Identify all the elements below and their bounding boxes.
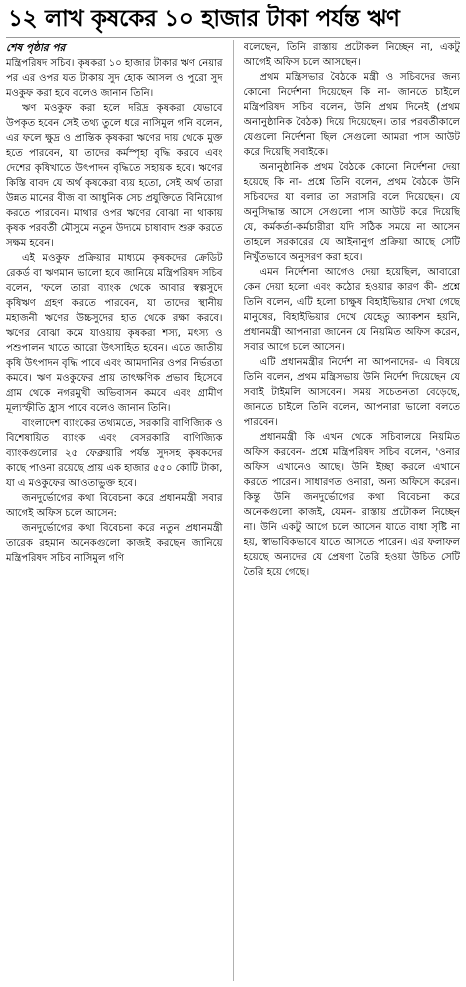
paragraph: মন্ত্রিপরিষদ সচিব। কৃষকরা ১০ হাজার টাকার ঋণ নেয়ার পর এর ওপর যত টাকায় সুদ হোক আসল ও পুরো সুদ মওকুফ করা হবে বলেও জানান তিনি। [6,58,223,99]
paragraph: বাংলাদেশ ব্যাংকের তথ্যমতে, সরকারি বাণিজ্যিক ও বিশেষায়িত ব্যাংক এবং বেসরকারি বাণিজ্যিক ব্যাংকগুলোর ২৫ ফেব্রুয়ারি পর্যন্ত সুদসহ কৃষকদের কাছে পাওনা রয়েছে প্রায় এক হাজার ৫৫০ কোটি টাকা, যা এ মওকুফের আওতাভুক্ত হবে। [6,418,223,489]
paragraph: বলেছেন, তিনি রাস্তায় প্রটোকল নিচ্ছেন না, একটু আগেই অফিস চলে আসছেন। [243,42,460,68]
column-divider [233,40,234,981]
continued-from-label: শেষ পৃষ্ঠার পর [6,42,66,54]
right-column [244,40,461,981]
paragraph: অনানুষ্ঠানিক প্রথম বৈঠকে কোনো নির্দেশনা দেয়া হয়েছে কি না- প্রশ্নে তিনি বলেন, প্রথম বৈঠকে উনি সচিবদের যা বলার তা সরাসরি বলে দিয়েছেন। যে অনুসিদ্ধান্ত আসে সেগুলো পাস আউট করে দিয়েছি যে, কর্মকর্তা-কর্মচারীরা যদি সঠিক সময়ে না আসেন তাহলে সরকারের যে আইনানুগ প্রক্রিয়া আছে সেটি নিখুঁতভাবে অনুসরণ করা হবে। [243,162,460,263]
paragraph: প্রধানমন্ত্রী কি এখন থেকে সচিবালয়ে নিয়মিত অফিস করবেন- প্রশ্নে মন্ত্রিপরিষদ সচিব বলেন, 'ওনার অফিস এখানেও আছে। উনি ইচ্ছা করলে এখানে করতে পারেন। সাধারণত ওনারা, অন্য অফিসে করেন। কিন্তু উনি জনদুর্ভোগের কথা বিবেচনা করে অনেকগুলো কাজই, যেমন- রাস্তায় প্রটোকল নিচ্ছেন না। উনি একটু আগে চলে আসেন যাতে বাধা সৃষ্টি না হয়, স্বাভাবিকভাবে যাতে আসতে পারেন। এর ফলাফল হয়েছে অন্যদের যে প্রেষণা তৈরি হওয়া উচিত সেটি তৈরি হয়ে গেছে। [243,432,460,578]
left-column [6,40,223,981]
paragraph: প্রথম মন্ত্রিসভার বৈঠকে মন্ত্রী ও সচিবদের জন্য কোনো নির্দেশনা দিয়েছেন কি না- জানতে চাইলে মন্ত্রিপরিষদ সচিব বলেন, উনি প্রথম দিনেই (প্রথম অনানুষ্ঠানিক বৈঠক) দিয়ে দিয়েছেন। তার পরবর্তীকালে যেগুলো নির্দেশনা ছিল সেগুলো আমরা পাস আউট করে দিয়েছি সবাইকে। [243,72,460,158]
headline: ১২ লাখ কৃষকের ১০ হাজার টাকা পর্যন্ত ঋণ [6,4,460,38]
paragraph: জনদুর্ভোগের কথা বিবেচনা করে নতুন প্রধানমন্ত্রী তারেক রহমান অনেকগুলো কাজই করছেন জানিয়ে মন্ত্রিপরিষদ সচিব নাসিমুল গণি [6,523,223,564]
paragraph: এই মওকুফ প্রক্রিয়ার মাধ্যমে কৃষকদের ক্রেডিট রেকর্ড বা ঋণমান ভালো হবে জানিয়ে মন্ত্রিপরিষদ সচিব বলেন, 'ফলে তারা ব্যাংক থেকে আবার স্বল্পসুদে কৃষিঋণ গ্রহণ করতে পারবেন, যা তাদের স্থানীয় মহাজনী ঋণের উচ্চসুদের হাত থেকে রক্ষা করবে। ঋণের বোঝা কমে যাওয়ায় কৃষকরা শস্য, মৎস্য ও পশুপালন খাতে আরো উৎসাহিত হবেন। এতে জাতীয় কৃষি উৎপাদন বৃদ্ধি পাবে এবং আমদানির ওপর নির্ভরতা কমবে। ঋণ মওকুফের প্রায় তাৎক্ষণিক প্রভাব হিসেবে গ্রাম থেকে নগরমুখী অভিবাসন কমবে এবং গ্রামীণ মূল্যস্ফীতি হ্রাস পাবে বলেও জানান তিনি। [6,253,223,414]
article-body [6,40,460,981]
subheading-paragraph: জনদুর্ভোগের কথা বিবেচনা করে প্রধানমন্ত্রী সবার আগেই অফিস চলে আসেন: [6,493,223,519]
paragraph: ঋণ মওকুফ করা হলে দরিদ্র কৃষকরা যেভাবে উপকৃত হবেন সেই তথ্য তুলে ধরে নাসিমুল গনি বলেন, এর ফলে ক্ষুদ্র ও প্রান্তিক কৃষকরা ঋণের দায় থেকে মুক্ত হতে পারবেন, যা তাদের কর্মস্পৃহা বৃদ্ধি করবে এবং দেশের কৃষিখাতে উৎপাদন বৃদ্ধিতে সহায়ক হবে। ঋণের কিস্তি বাবদ যে অর্থ কৃষকেরা ব্যয় হতো, সেই অর্থ তারা উন্নত মানের বীজ বা আধুনিক সেচ প্রযুক্তিতে বিনিয়োগ করতে পারবেন। মাথার ওপর ঋণের বোঝা না থাকায় কৃষক পরবর্তী মৌসুমে নতুন উদ্যমে চাষাবাদ শুরু করতে সক্ষম হবেন। [6,103,223,249]
paragraph: এটি প্রধানমন্ত্রীর নির্দেশ না আপনাদের- এ বিষয়ে তিনি বলেন, প্রথম মন্ত্রিসভায় উনি নির্দেশ দিয়েছেন যে সবাই টাইমলি আসবেন। সময় সচেতনতা বেড়েছে, জানতে চাইলে তিনি বলেন, আপনারা ভালো বলতে পারবেন। [243,357,460,428]
paragraph: এমন নির্দেশনা আগেও দেয়া হয়েছিল, আবারো কেন দেয়া হলো এবং কঠোর হওয়ার কারণ কী- প্রশ্নে তিনি বলেন, এটি হলো চাক্ষুষ বিহাইভিয়ার দেখা গেছে মানুষের, বিহাইভিয়ার দেখে যেহেতু অ্যাকশন হয়নি, প্রধানমন্ত্রী আপনারা জানেন যে নিয়মিত অফিস করেন, সবার আগে চলে আসেন। [243,267,460,353]
